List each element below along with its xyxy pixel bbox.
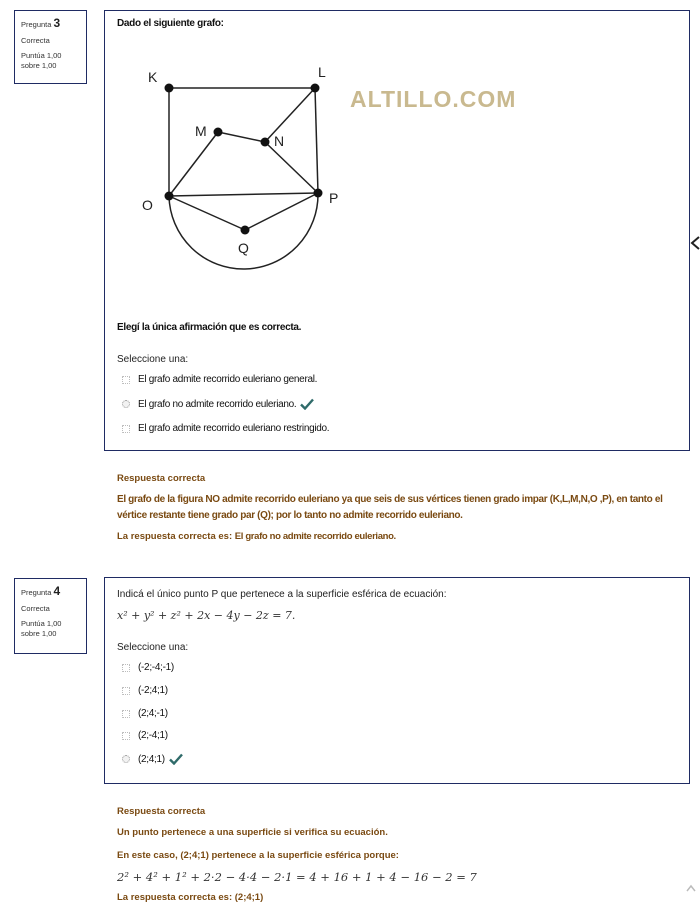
radio-button[interactable]	[122, 687, 130, 695]
question-score: Puntúa 1,00 sobre 1,00	[21, 51, 62, 71]
radio-button-selected[interactable]	[122, 400, 130, 408]
question-3-info	[14, 10, 87, 84]
answer-option[interactable]	[122, 398, 314, 410]
question-4-equation: x² + y² + z² + 2x − 4y − 2z = 7.	[117, 609, 296, 622]
node-l	[311, 84, 320, 93]
watermark-logo: ALTILLO.COM	[350, 86, 517, 112]
answer-option[interactable]	[122, 685, 168, 696]
answer-option[interactable]	[122, 662, 174, 673]
question-label: Pregunta	[21, 20, 52, 29]
node-q	[241, 226, 250, 235]
radio-button[interactable]	[122, 376, 130, 384]
node-label-l: L	[318, 64, 326, 80]
feedback-line-2: En este caso, (2;4;1) pertenece a la superficie esférica porque:	[117, 850, 399, 861]
question-label: Pregunta	[21, 588, 52, 597]
feedback-title: Respuesta correcta	[117, 473, 206, 484]
check-icon	[169, 753, 183, 765]
question-4-info	[14, 578, 87, 654]
right-answer-prefix: La respuesta correcta es:	[117, 531, 233, 542]
question-number: 4	[53, 584, 61, 598]
radio-button[interactable]	[122, 664, 130, 672]
answer-option-label: (2;-4;1)	[138, 730, 168, 741]
question-3-instruction: Elegí la única afirmación que es correcta.	[117, 322, 302, 333]
answer-option[interactable]	[122, 423, 329, 434]
question-number: 3	[53, 16, 61, 30]
radio-button[interactable]	[122, 710, 130, 718]
answer-option-label: El grafo no admite recorrido euleriano.	[138, 398, 297, 410]
graph-figure	[130, 60, 360, 275]
answer-option[interactable]	[122, 753, 183, 765]
chevron-up-icon[interactable]	[686, 884, 696, 892]
node-o	[165, 192, 174, 201]
feedback-line-1: Un punto pertenece a una superficie si verifica su ecuación.	[117, 827, 388, 838]
node-p	[314, 189, 323, 198]
radio-button[interactable]	[122, 732, 130, 740]
right-answer-value: El grafo no admite recorrido euleriano.	[234, 531, 396, 542]
node-label-k: K	[148, 69, 158, 85]
question-status: Correcta	[21, 604, 50, 614]
right-answer: La respuesta correcta es: (2;4;1)	[117, 892, 264, 903]
node-k	[165, 84, 174, 93]
question-score: Puntúa 1,00 sobre 1,00	[21, 619, 62, 639]
check-icon	[300, 398, 314, 410]
answer-option-label: (-2;4;1)	[138, 685, 168, 696]
answer-option-label: El grafo admite recorrido euleriano restringido.	[138, 423, 330, 434]
question-3-text: Dado el siguiente grafo:	[117, 18, 224, 29]
select-prompt: Seleccione una:	[117, 354, 189, 365]
node-label-p: P	[329, 190, 339, 206]
radio-button-selected[interactable]	[122, 755, 130, 763]
node-label-q: Q	[238, 240, 249, 256]
node-m	[214, 128, 223, 137]
feedback-title: Respuesta correcta	[117, 806, 206, 817]
answer-option[interactable]	[122, 708, 168, 719]
node-label-n: N	[274, 133, 285, 149]
feedback-explanation: El grafo de la figura NO admite recorrido euleriano ya que seis de sus vértices tienen grado impar (K,L,M,N,O ,P), en tanto el vértice restante tiene grado par (Q); por lo tanto no admite recorrido euleriano.	[117, 494, 663, 521]
answer-option-label: (-2;-4;-1)	[138, 662, 174, 673]
node-label-m: M	[195, 123, 207, 139]
right-answer	[117, 531, 396, 542]
answer-option[interactable]	[122, 374, 317, 385]
question-status: Correcta	[21, 36, 50, 46]
question-4-text: Indicá el único punto P que pertenece a la superficie esférica de ecuación:	[117, 589, 447, 600]
select-prompt: Seleccione una:	[117, 642, 189, 653]
node-n	[261, 138, 270, 147]
answer-option-label: (2;4;-1)	[138, 708, 168, 719]
chevron-left-icon[interactable]	[690, 236, 700, 250]
answer-option-label: (2;4;1)	[138, 753, 165, 765]
feedback-equation: 2² + 4² + 1² + 2·2 − 4·4 − 2·1 = 4 + 16 + 1 + 4 − 16 − 2 = 7	[117, 870, 477, 884]
answer-option-label: El grafo admite recorrido euleriano general.	[138, 374, 318, 385]
radio-button[interactable]	[122, 425, 130, 433]
answer-option[interactable]	[122, 730, 168, 741]
node-label-o: O	[142, 197, 153, 213]
